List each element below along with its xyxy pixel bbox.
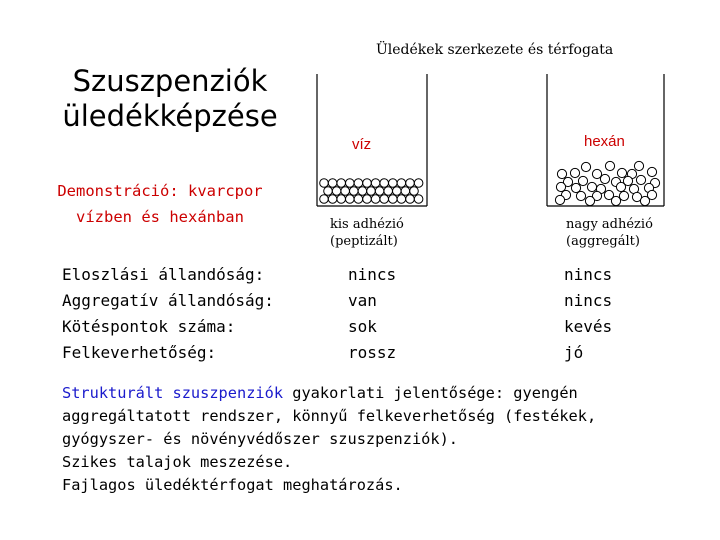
property-label: Aggregatív állandóság: <box>62 291 274 310</box>
particle <box>414 179 423 188</box>
water-value: rossz <box>348 343 397 362</box>
peptized-sediment <box>320 179 423 204</box>
particle <box>636 175 645 184</box>
particle <box>616 182 625 191</box>
particle <box>414 195 423 204</box>
particle <box>320 179 329 188</box>
particle <box>571 183 580 192</box>
particle <box>371 195 380 204</box>
particle <box>371 179 380 188</box>
particle <box>367 187 376 196</box>
water-value: nincs <box>348 265 397 284</box>
demonstration-text <box>20 178 300 230</box>
slide-title-line-2: üledékképzése <box>62 99 278 133</box>
particle <box>354 195 363 204</box>
particle <box>341 187 350 196</box>
particle <box>332 187 341 196</box>
hexane-value: jó <box>564 343 584 362</box>
particle <box>581 162 590 171</box>
right-caption-line-1: nagy adhézió <box>566 217 653 232</box>
left-caption-line-1: kis adhézió <box>330 217 404 232</box>
particle <box>328 179 337 188</box>
highlight-term: Strukturált szuszpenziók <box>62 384 284 402</box>
applications-paragraph <box>62 382 712 497</box>
particle <box>380 195 389 204</box>
paragraph-line-5: Fajlagos üledéktérfogat meghatározás. <box>62 476 403 494</box>
particle <box>576 191 585 200</box>
water-values <box>348 262 396 366</box>
particle <box>640 196 649 205</box>
particle <box>555 195 564 204</box>
slide-title <box>40 64 300 134</box>
particle <box>401 187 410 196</box>
particle <box>389 179 398 188</box>
water-value: van <box>348 291 377 310</box>
particle <box>346 179 355 188</box>
particle <box>556 182 565 191</box>
property-label: Eloszlási állandóság: <box>62 265 265 284</box>
right-vessel-caption <box>566 216 653 250</box>
particle <box>358 187 367 196</box>
demo-line-2: vízben és hexánban <box>76 208 244 226</box>
particle <box>354 179 363 188</box>
water-value: sok <box>348 317 377 336</box>
demo-line-1: Demonstráció: kvarcpor <box>57 182 263 200</box>
hexane-value: kevés <box>564 317 613 336</box>
particle <box>592 169 601 178</box>
particle <box>337 179 346 188</box>
particle <box>617 168 626 177</box>
particle <box>320 195 329 204</box>
particle <box>410 187 419 196</box>
particle <box>363 179 372 188</box>
particle <box>397 195 406 204</box>
property-labels <box>62 262 274 366</box>
particle <box>397 179 406 188</box>
particle <box>350 187 359 196</box>
hexane-value: nincs <box>564 265 613 284</box>
paragraph-line-1 <box>62 382 712 405</box>
right-caption-line-2: (aggregált) <box>566 234 640 249</box>
right-liquid-label: hexán <box>584 133 625 150</box>
particle <box>587 182 596 191</box>
particle <box>337 195 346 204</box>
left-vessel-caption <box>330 216 404 250</box>
left-caption-line-2: (peptizált) <box>330 234 398 249</box>
particle <box>384 187 393 196</box>
particle <box>611 196 620 205</box>
particle <box>600 174 609 183</box>
particle <box>363 195 372 204</box>
paragraph-line-2: aggregáltatott rendszer, könnyű felkeverhetőség (festékek, <box>62 407 597 425</box>
hexane-values <box>564 262 612 366</box>
particle <box>585 196 594 205</box>
particle <box>393 187 402 196</box>
particle <box>570 168 579 177</box>
property-label: Felkeverhetőség: <box>62 343 217 362</box>
particle <box>380 179 389 188</box>
particle <box>619 191 628 200</box>
particle <box>557 169 566 178</box>
particle <box>578 176 587 185</box>
property-label: Kötéspontok száma: <box>62 317 236 336</box>
paragraph-line-1-rest: gyakorlati jelentősége: gyengén <box>283 384 578 402</box>
paragraph-line-4: Szikes talajok meszezése. <box>62 453 293 471</box>
hexane-value: nincs <box>564 291 613 310</box>
paragraph-line-3: gyógyszer- és növényvédőszer szuszpenziók). <box>62 430 459 448</box>
diagram-title: Üledékek szerkezete és térfogata <box>376 42 614 58</box>
particle <box>346 195 355 204</box>
particle <box>406 179 415 188</box>
particle <box>406 195 415 204</box>
particle <box>375 187 384 196</box>
particle <box>605 161 614 170</box>
particle <box>328 195 337 204</box>
left-liquid-label: víz <box>352 136 372 153</box>
particle <box>389 195 398 204</box>
particle <box>634 161 643 170</box>
aggregated-sediment <box>555 161 659 205</box>
slide-title-line-1: Szuszpenziók <box>72 64 268 98</box>
particle <box>647 167 656 176</box>
particle <box>324 187 333 196</box>
